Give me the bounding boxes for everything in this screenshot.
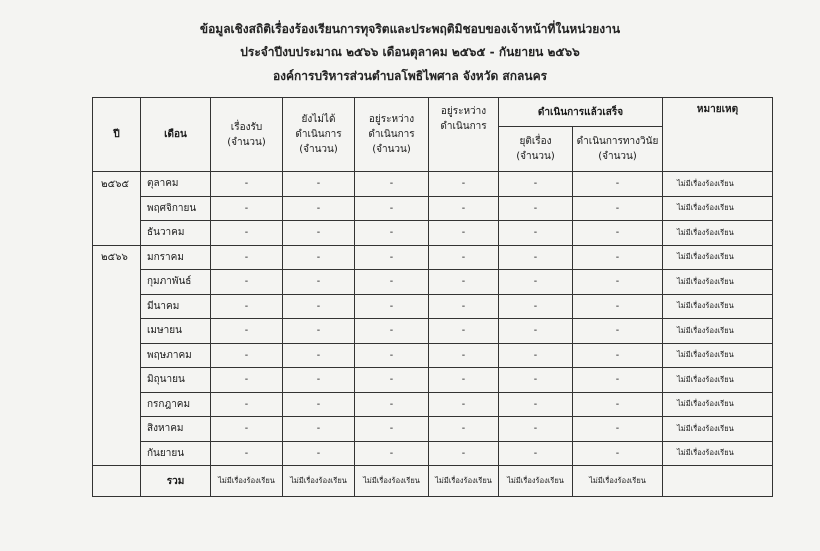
disciplinary-cell: - xyxy=(573,368,663,393)
received-cell: - xyxy=(211,441,283,466)
not-started-cell: - xyxy=(283,172,355,197)
in-progress-cell: - xyxy=(355,221,429,246)
not-started-cell: - xyxy=(283,392,355,417)
received-cell: - xyxy=(211,368,283,393)
disciplinary-cell: - xyxy=(573,441,663,466)
table-row xyxy=(93,270,773,295)
in-progress-2-cell: - xyxy=(429,441,499,466)
header-in-progress xyxy=(355,98,429,172)
month-cell: ตุลาคม xyxy=(141,172,211,197)
total-remarks xyxy=(663,466,773,497)
in-progress-2-cell: - xyxy=(429,221,499,246)
total-in-progress-2: ไม่มีเรื่องร้องเรียน xyxy=(429,466,499,497)
terminated-cell: - xyxy=(499,417,573,442)
disciplinary-cell: - xyxy=(573,270,663,295)
month-cell: กันยายน xyxy=(141,441,211,466)
in-progress-2-cell: - xyxy=(429,392,499,417)
document-period: ประจำปีงบประมาณ ๒๕๖๖ เดือนตุลาคม ๒๕๖๕ - กันยายน ๒๕๖๖ xyxy=(240,45,580,59)
header-year: ปี xyxy=(93,98,141,172)
total-label: รวม xyxy=(141,466,211,497)
month-cell: พฤศจิกายน xyxy=(141,196,211,221)
table-body xyxy=(93,172,773,466)
table-row xyxy=(93,343,773,368)
not-started-cell: - xyxy=(283,270,355,295)
header-not-started xyxy=(283,98,355,172)
in-progress-cell: - xyxy=(355,343,429,368)
remarks-cell: ไม่มีเรื่องร้องเรียน xyxy=(663,441,773,466)
table-header xyxy=(93,98,773,172)
year-cell xyxy=(93,441,141,466)
not-started-cell: - xyxy=(283,319,355,344)
disciplinary-cell: - xyxy=(573,196,663,221)
in-progress-2-cell: - xyxy=(429,368,499,393)
year-cell xyxy=(93,392,141,417)
remarks-cell: ไม่มีเรื่องร้องเรียน xyxy=(663,392,773,417)
terminated-cell: - xyxy=(499,270,573,295)
in-progress-cell: - xyxy=(355,270,429,295)
total-disciplinary: ไม่มีเรื่องร้องเรียน xyxy=(573,466,663,497)
header-not-started-line3: (จำนวน) xyxy=(299,144,338,155)
header-month: เดือน xyxy=(141,98,211,172)
document-organization: องค์การบริหารส่วนตำบลโพธิไพศาล จังหวัด สกลนคร xyxy=(272,69,548,83)
total-in-progress: ไม่มีเรื่องร้องเรียน xyxy=(355,466,429,497)
terminated-cell: - xyxy=(499,319,573,344)
terminated-cell: - xyxy=(499,343,573,368)
header-disciplinary-line1: ดำเนินการทางวินัย xyxy=(576,136,659,147)
header-terminated-line2: (จำนวน) xyxy=(516,151,555,162)
disciplinary-cell: - xyxy=(573,343,663,368)
header-in-progress-line2: ดำเนินการ xyxy=(368,129,415,140)
not-started-cell: - xyxy=(283,368,355,393)
year-cell xyxy=(93,294,141,319)
year-cell xyxy=(93,196,141,221)
received-cell: - xyxy=(211,319,283,344)
remarks-cell: ไม่มีเรื่องร้องเรียน xyxy=(663,221,773,246)
terminated-cell: - xyxy=(499,221,573,246)
month-cell: มกราคม xyxy=(141,245,211,270)
terminated-cell: - xyxy=(499,172,573,197)
received-cell: - xyxy=(211,343,283,368)
table-row xyxy=(93,417,773,442)
table-row xyxy=(93,245,773,270)
in-progress-cell: - xyxy=(355,392,429,417)
total-received: ไม่มีเรื่องร้องเรียน xyxy=(211,466,283,497)
table-row xyxy=(93,368,773,393)
remarks-cell: ไม่มีเรื่องร้องเรียน xyxy=(663,245,773,270)
total-terminated: ไม่มีเรื่องร้องเรียน xyxy=(499,466,573,497)
table-row xyxy=(93,441,773,466)
complaint-statistics-table xyxy=(92,97,773,497)
header-in-progress-line3: (จำนวน) xyxy=(372,144,411,155)
not-started-cell: - xyxy=(283,294,355,319)
terminated-cell: - xyxy=(499,368,573,393)
header-received-line1: เรื่องรับ xyxy=(230,121,263,133)
disciplinary-cell: - xyxy=(573,245,663,270)
disciplinary-cell: - xyxy=(573,294,663,319)
in-progress-2-cell: - xyxy=(429,270,499,295)
disciplinary-cell: - xyxy=(573,392,663,417)
in-progress-cell: - xyxy=(355,245,429,270)
not-started-cell: - xyxy=(283,196,355,221)
header-not-started-line2: ดำเนินการ xyxy=(295,129,342,140)
received-cell: - xyxy=(211,417,283,442)
terminated-cell: - xyxy=(499,441,573,466)
month-cell: กุมภาพันธ์ xyxy=(141,270,211,295)
year-cell: ๒๕๖๕ xyxy=(93,172,141,197)
received-cell: - xyxy=(211,245,283,270)
received-cell: - xyxy=(211,270,283,295)
not-started-cell: - xyxy=(283,441,355,466)
year-cell xyxy=(93,319,141,344)
table-row xyxy=(93,392,773,417)
table-row xyxy=(93,172,773,197)
received-cell: - xyxy=(211,221,283,246)
table-row xyxy=(93,294,773,319)
not-started-cell: - xyxy=(283,245,355,270)
in-progress-2-cell: - xyxy=(429,196,499,221)
disciplinary-cell: - xyxy=(573,221,663,246)
terminated-cell: - xyxy=(499,294,573,319)
header-terminated-line1: ยุติเรื่อง xyxy=(519,136,552,147)
remarks-cell: ไม่มีเรื่องร้องเรียน xyxy=(663,270,773,295)
remarks-cell: ไม่มีเรื่องร้องเรียน xyxy=(663,368,773,393)
header-in-progress-line1: อยู่ระหว่าง xyxy=(368,114,415,125)
in-progress-cell: - xyxy=(355,196,429,221)
in-progress-cell: - xyxy=(355,417,429,442)
in-progress-2-cell: - xyxy=(429,245,499,270)
month-cell: สิงหาคม xyxy=(141,417,211,442)
year-cell xyxy=(93,221,141,246)
table-row xyxy=(93,221,773,246)
document-title: ข้อมูลเชิงสถิติเรื่องร้องเรียนการทุจริตและประพฤติมิชอบของเจ้าหน้าที่ในหน่วยงาน xyxy=(199,22,621,36)
total-year-cell xyxy=(93,466,141,497)
in-progress-2-cell: - xyxy=(429,172,499,197)
table-row xyxy=(93,196,773,221)
header-in-progress-2 xyxy=(429,98,499,172)
received-cell: - xyxy=(211,172,283,197)
month-cell: มีนาคม xyxy=(141,294,211,319)
in-progress-cell: - xyxy=(355,368,429,393)
month-cell: มิถุนายน xyxy=(141,368,211,393)
not-started-cell: - xyxy=(283,343,355,368)
in-progress-cell: - xyxy=(355,172,429,197)
remarks-cell: ไม่มีเรื่องร้องเรียน xyxy=(663,319,773,344)
year-cell: ๒๕๖๖ xyxy=(93,245,141,270)
month-cell: เมษายน xyxy=(141,319,211,344)
in-progress-cell: - xyxy=(355,294,429,319)
month-cell: พฤษภาคม xyxy=(141,343,211,368)
header-received-line2: (จำนวน) xyxy=(227,136,266,148)
header-disciplinary xyxy=(573,127,663,172)
received-cell: - xyxy=(211,392,283,417)
remarks-cell: ไม่มีเรื่องร้องเรียน xyxy=(663,196,773,221)
in-progress-cell: - xyxy=(355,441,429,466)
remarks-cell: ไม่มีเรื่องร้องเรียน xyxy=(663,343,773,368)
header-disciplinary-line2: (จำนวน) xyxy=(598,151,637,162)
received-cell: - xyxy=(211,294,283,319)
month-cell: กรกฎาคม xyxy=(141,392,211,417)
terminated-cell: - xyxy=(499,392,573,417)
remarks-cell: ไม่มีเรื่องร้องเรียน xyxy=(663,417,773,442)
terminated-cell: - xyxy=(499,245,573,270)
header-in-progress-2-line2: ดำเนินการ xyxy=(440,121,487,132)
received-cell: - xyxy=(211,196,283,221)
not-started-cell: - xyxy=(283,221,355,246)
disciplinary-cell: - xyxy=(573,319,663,344)
not-started-cell: - xyxy=(283,417,355,442)
remarks-cell: ไม่มีเรื่องร้องเรียน xyxy=(663,172,773,197)
disciplinary-cell: - xyxy=(573,417,663,442)
table-row xyxy=(93,319,773,344)
remarks-cell: ไม่มีเรื่องร้องเรียน xyxy=(663,294,773,319)
terminated-cell: - xyxy=(499,196,573,221)
year-cell xyxy=(93,368,141,393)
in-progress-2-cell: - xyxy=(429,417,499,442)
header-terminated xyxy=(499,127,573,172)
year-cell xyxy=(93,270,141,295)
disciplinary-cell: - xyxy=(573,172,663,197)
year-cell xyxy=(93,417,141,442)
header-not-started-line1: ยังไม่ได้ xyxy=(301,114,336,125)
month-cell: ธันวาคม xyxy=(141,221,211,246)
in-progress-2-cell: - xyxy=(429,319,499,344)
header-received xyxy=(211,98,283,172)
total-row xyxy=(93,466,773,497)
in-progress-2-cell: - xyxy=(429,294,499,319)
total-not-started: ไม่มีเรื่องร้องเรียน xyxy=(283,466,355,497)
header-in-progress-2-line1: อยู่ระหว่าง xyxy=(440,106,487,117)
in-progress-2-cell: - xyxy=(429,343,499,368)
header-completed: ดำเนินการแล้วเสร็จ xyxy=(499,98,663,127)
year-cell xyxy=(93,343,141,368)
in-progress-cell: - xyxy=(355,319,429,344)
header-remarks: หมายเหตุ xyxy=(663,98,773,172)
